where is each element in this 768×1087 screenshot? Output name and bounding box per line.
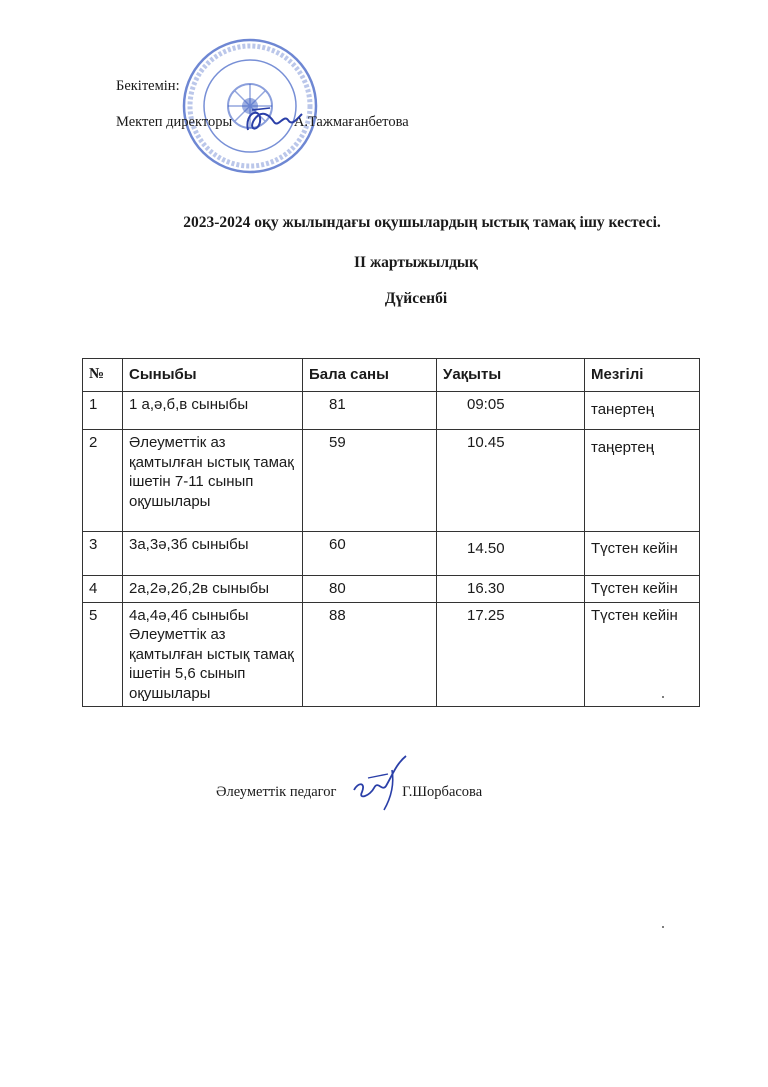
approve-label: Бекітемін:: [116, 78, 180, 94]
stray-mark: [662, 696, 664, 698]
pedagog-signature: [348, 752, 418, 812]
row-time: 09:05: [437, 392, 585, 430]
row-count: 80: [303, 576, 437, 603]
table-row: [83, 430, 700, 532]
table-header-row: [83, 359, 700, 392]
row-period: Түстен кейін: [585, 532, 700, 576]
row-number: 1: [83, 392, 123, 430]
row-number: 4: [83, 576, 123, 603]
row-number: 3: [83, 532, 123, 576]
director-signature: [240, 100, 306, 140]
table-row: [83, 576, 700, 603]
schedule-table: [82, 358, 700, 707]
row-period: танертең: [585, 392, 700, 430]
table-row: [83, 602, 700, 707]
row-class: 3а,3ә,3б сыныбы: [123, 532, 303, 576]
director-name: А.Тажмағанбетова: [293, 114, 409, 130]
row-class: 1 а,ә,б,в сыныбы: [123, 392, 303, 430]
header-period: Мезгілі: [585, 359, 700, 392]
row-count: 60: [303, 532, 437, 576]
row-count: 59: [303, 430, 437, 532]
row-time: 10.45: [437, 430, 585, 532]
director-label: Мектеп директоры: [116, 114, 233, 130]
header-time: Уақыты: [437, 359, 585, 392]
table-row: [83, 532, 700, 576]
document-title: 2023-2024 оқу жылындағы оқушылардың ыстық тамақ ішу кестесі.: [183, 214, 661, 231]
row-class: 4а,4ә,4б сыныбы Әлеуметтік аз қамтылған ыстық тамақ ішетін 5,6 сынып оқушылары: [123, 602, 303, 707]
header-number: №: [83, 359, 123, 392]
header-count: Бала саны: [303, 359, 437, 392]
row-period: таңертең: [585, 430, 700, 532]
row-time: 14.50: [437, 532, 585, 576]
day-title: Дүйсенбі: [384, 290, 448, 307]
footer-line: [216, 784, 482, 801]
row-number: 2: [83, 430, 123, 532]
row-time: 17.25: [437, 602, 585, 707]
row-period: Түстен кейін: [585, 602, 700, 707]
row-count: 88: [303, 602, 437, 707]
stray-mark: [662, 926, 664, 928]
pedagog-name: Г.Шорбасова: [402, 784, 483, 800]
table-row: [83, 392, 700, 430]
semester-title: ІІ жартыжылдық: [354, 254, 478, 271]
header-class: Сыныбы: [123, 359, 303, 392]
row-time: 16.30: [437, 576, 585, 603]
pedagog-label: Әлеуметтік педагог: [216, 784, 337, 800]
row-class: 2а,2ә,2б,2в сыныбы: [123, 576, 303, 603]
row-number: 5: [83, 602, 123, 707]
row-count: 81: [303, 392, 437, 430]
row-period: Түстен кейін: [585, 576, 700, 603]
row-class: Әлеуметтік аз қамтылған ыстық тамақ ішетін 7-11 сынып оқушылары: [123, 430, 303, 532]
